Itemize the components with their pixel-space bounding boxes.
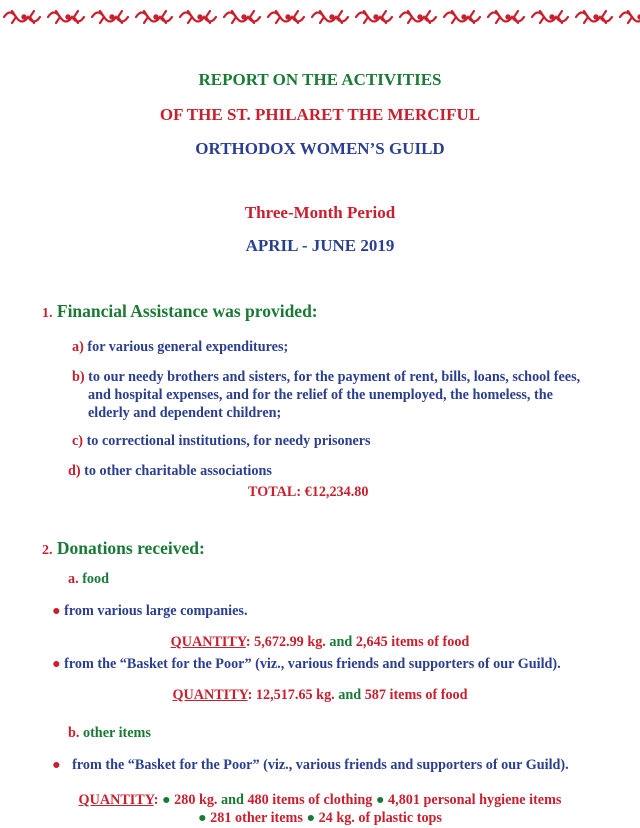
quantity-line: [0, 634, 640, 651]
list-item: [72, 432, 371, 450]
quantity-clothing: 480 items of clothing: [247, 792, 373, 808]
quantity-other-items: 281 other items: [210, 810, 303, 826]
source-text: from the “Basket for the Poor” (viz., various friends and supporters of our Guild).: [72, 757, 569, 773]
quantity-and: and: [338, 687, 362, 703]
report-title-line-3: ORTHODOX WOMEN’S GUILD: [195, 139, 445, 158]
ornamental-border: [0, 6, 640, 28]
item-text: to our needy brothers and sisters, for the payment of rent, bills, loans, school fees,: [88, 369, 581, 385]
quantity-kg: 280 kg.: [174, 792, 218, 808]
section-number: 2.: [42, 543, 53, 558]
subsection-label: b.: [68, 725, 80, 741]
item-text: to other charitable associations: [84, 463, 272, 479]
quantity-line: [0, 792, 640, 809]
section-1-heading: [42, 301, 318, 322]
subsection-other: [68, 724, 151, 742]
donation-source: [52, 655, 561, 673]
quantity-label: QUANTITY: [170, 634, 246, 650]
list-item: [68, 462, 272, 480]
section-title: Financial Assistance was provided:: [56, 301, 318, 321]
item-label: a): [72, 339, 84, 355]
quantity-value: : 5,672.99 kg.: [245, 634, 326, 650]
item-text: to correctional institutions, for needy prisoners: [86, 433, 371, 449]
quantity-value: : 12,517.65 kg.: [247, 687, 335, 703]
section-2-heading: [42, 538, 205, 559]
bullet-icon: ●: [52, 656, 61, 672]
quantity-line: [0, 687, 640, 704]
list-item: [72, 368, 580, 422]
section-number: 1.: [42, 306, 53, 321]
period-range: APRIL - JUNE 2019: [245, 236, 395, 255]
subsection-title: food: [82, 571, 109, 587]
quantity-tops: 24 kg. of plastic tops: [318, 810, 442, 826]
quantity-and: and: [329, 634, 353, 650]
donation-source: [52, 756, 569, 774]
list-item: [72, 338, 288, 356]
subsection-title: other items: [82, 725, 151, 741]
subsection-food: [68, 570, 109, 588]
quantity-hygiene: 4,801 personal hygiene items: [388, 792, 562, 808]
donation-source: [52, 602, 248, 620]
quantity-line-2: [0, 810, 640, 827]
bullet-icon: ●: [52, 757, 61, 773]
quantity-label: QUANTITY: [172, 687, 248, 703]
period-label: Three-Month Period: [244, 203, 396, 222]
report-title-line-1: REPORT ON THE ACTIVITIES: [198, 70, 442, 89]
item-label: b): [72, 369, 85, 385]
item-label: d): [68, 463, 81, 479]
bullet-icon: ●: [52, 603, 61, 619]
quantity-colon: :: [153, 792, 159, 808]
item-text: for various general expenditures;: [87, 339, 289, 355]
bullet-icon: ●: [198, 810, 207, 826]
quantity-label: QUANTITY: [78, 792, 154, 808]
report-title-line-2: OF THE ST. PHILARET THE MERCIFUL: [159, 105, 481, 124]
item-label: c): [72, 433, 84, 449]
source-text: from various large companies.: [64, 603, 248, 619]
section-title: Donations received:: [56, 538, 205, 558]
bullet-icon: ●: [162, 792, 171, 808]
quantity-and: and: [221, 792, 244, 808]
bullet-icon: ●: [375, 792, 385, 808]
financial-total: TOTAL: €12,234.80: [248, 484, 369, 500]
quantity-items: 587 items of food: [364, 687, 468, 703]
subsection-label: a.: [68, 571, 79, 587]
quantity-items: 2,645 items of food: [355, 634, 470, 650]
bullet-icon: ●: [306, 810, 316, 826]
item-text-line-2: and hospital expenses, and for the relief of the unemployed, the homeless, the: [88, 387, 553, 403]
source-text: from the “Basket for the Poor” (viz., various friends and supporters of our Guild).: [64, 656, 561, 672]
item-text-line-3: elderly and dependent children;: [88, 405, 282, 421]
